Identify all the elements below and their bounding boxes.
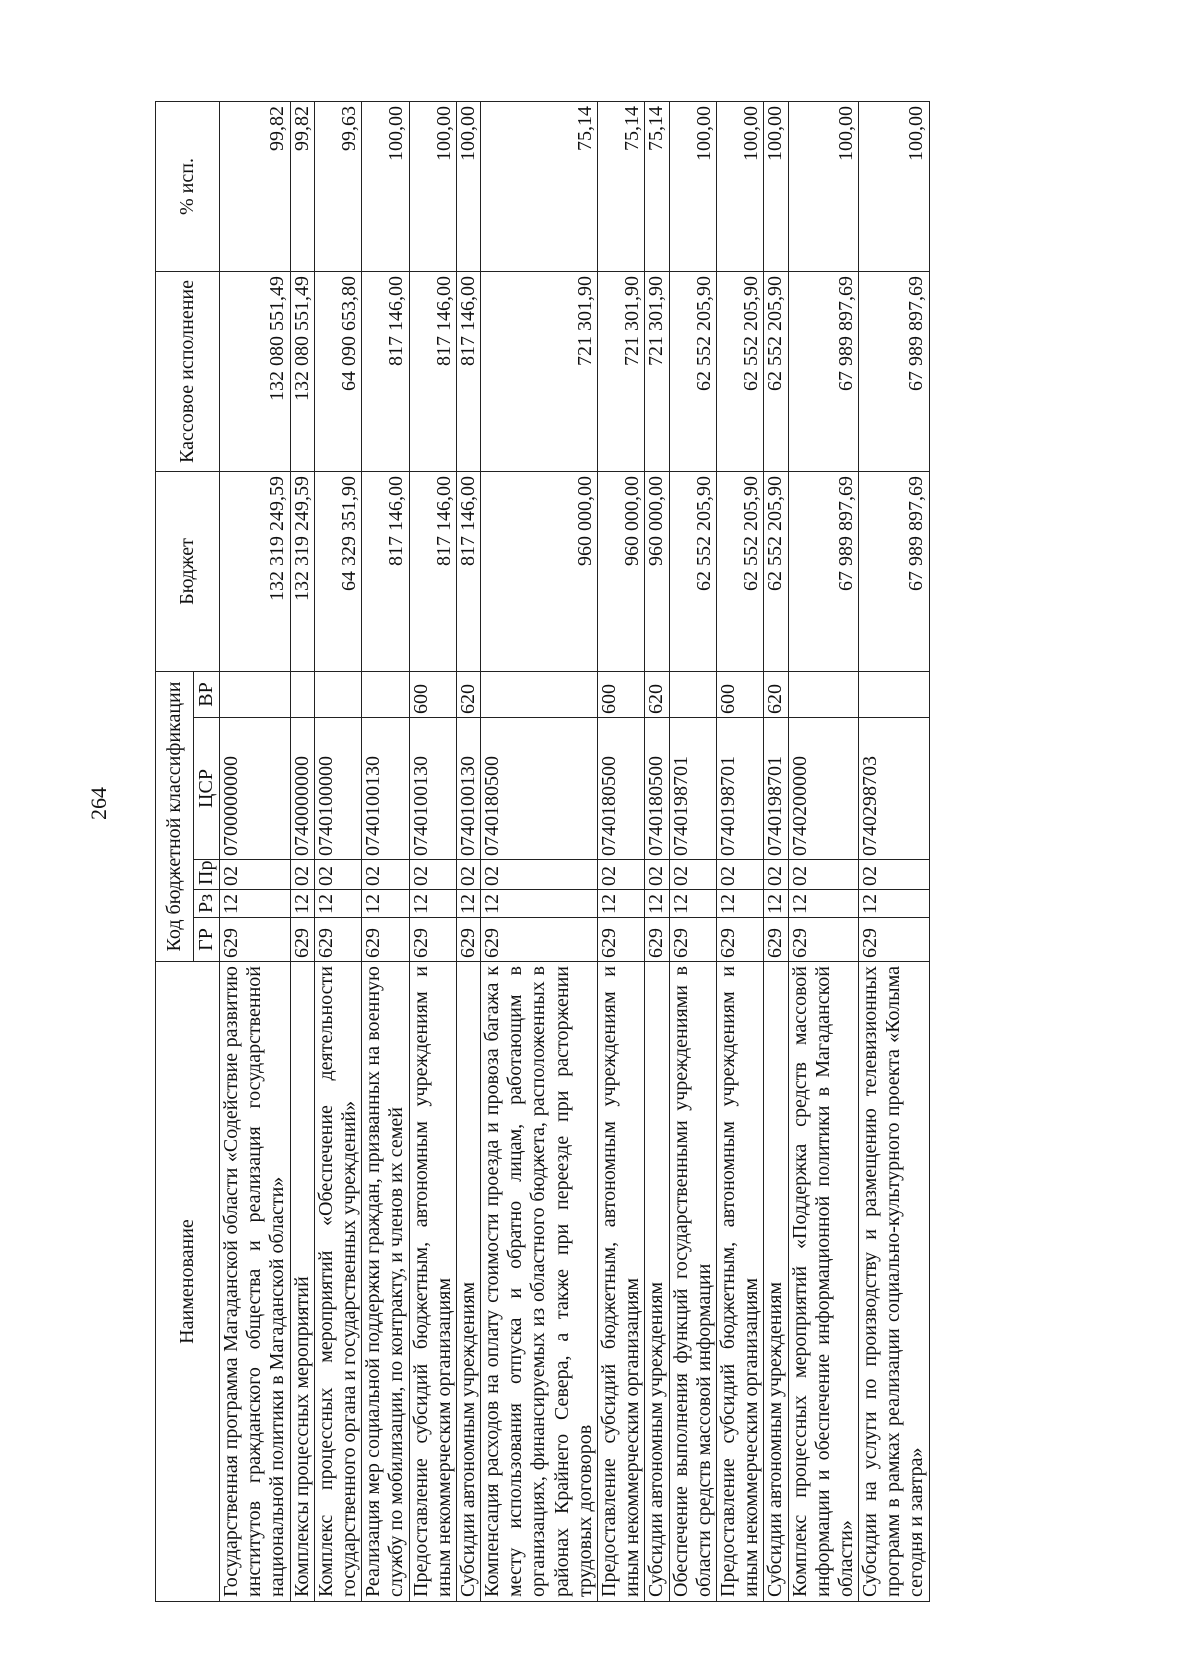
cell-cash: 62 552 205,90 — [716, 272, 763, 472]
cell-pct: 99,82 — [220, 102, 291, 272]
cell-csr: 0740100130 — [456, 718, 480, 860]
table-row — [409, 102, 456, 1602]
table-body — [220, 102, 930, 1602]
cell-gr: 629 — [290, 918, 314, 962]
header-rz: Рз — [194, 890, 220, 918]
cell-vr — [481, 672, 598, 718]
header-csr: ЦСР — [194, 718, 220, 860]
cell-budget: 67 989 897,69 — [859, 472, 930, 672]
table-row — [764, 102, 788, 1602]
header-code-group: Код бюджетной классификации — [156, 672, 194, 962]
cell-budget: 132 319 249,59 — [220, 472, 291, 672]
header-cash: Кассовое исполнение — [156, 272, 220, 472]
cell-csr: 0740100000 — [314, 718, 361, 860]
cell-cash: 132 080 551,49 — [220, 272, 291, 472]
cell-pct: 100,00 — [764, 102, 788, 272]
cell-pr: 02 — [481, 860, 598, 890]
cell-gr: 629 — [859, 918, 930, 962]
cell-pr: 02 — [859, 860, 930, 890]
cell-cash: 67 989 897,69 — [859, 272, 930, 472]
cell-cash: 817 146,00 — [409, 272, 456, 472]
table-row — [314, 102, 361, 1602]
cell-pr: 02 — [362, 860, 409, 890]
page-number: 264 — [86, 787, 111, 820]
cell-gr: 629 — [314, 918, 361, 962]
cell-name: Субсидии автономным учреждениям — [645, 962, 669, 1602]
cell-rz: 12 — [481, 890, 598, 918]
cell-vr: 620 — [456, 672, 480, 718]
cell-pct: 100,00 — [456, 102, 480, 272]
cell-name: Предоставление субсидий бюджетным, автономным учреждениям и иным некоммерческим организациям — [409, 962, 456, 1602]
cell-rz: 12 — [456, 890, 480, 918]
cell-rz: 12 — [362, 890, 409, 918]
cell-vr — [859, 672, 930, 718]
cell-gr: 629 — [409, 918, 456, 962]
cell-rz: 12 — [314, 890, 361, 918]
cell-pct: 100,00 — [409, 102, 456, 272]
header-row-1 — [156, 102, 194, 1602]
cell-csr: 0740298703 — [859, 718, 930, 860]
cell-gr: 629 — [716, 918, 763, 962]
cell-name: Комплекс процессных мероприятий «Поддержка средств массовой информации и обеспечение информационной политики в Магаданской области» — [788, 962, 859, 1602]
cell-gr: 629 — [220, 918, 291, 962]
cell-gr: 629 — [669, 918, 716, 962]
cell-name: Предоставление субсидий бюджетным, автономным учреждениям и иным некоммерческим организациям — [598, 962, 645, 1602]
cell-cash: 817 146,00 — [456, 272, 480, 472]
table-row — [859, 102, 930, 1602]
cell-budget: 64 329 351,90 — [314, 472, 361, 672]
cell-name: Обеспечение выполнения функций государственными учреждениями в области средств массовой информации — [669, 962, 716, 1602]
cell-budget: 960 000,00 — [645, 472, 669, 672]
cell-pr: 02 — [764, 860, 788, 890]
cell-cash: 721 301,90 — [481, 272, 598, 472]
cell-budget: 960 000,00 — [598, 472, 645, 672]
header-gr: ГР — [194, 918, 220, 962]
cell-pct: 75,14 — [645, 102, 669, 272]
header-pct: % исп. — [156, 102, 220, 272]
cell-rz: 12 — [220, 890, 291, 918]
table-row — [290, 102, 314, 1602]
cell-pct: 75,14 — [481, 102, 598, 272]
cell-pct: 100,00 — [669, 102, 716, 272]
cell-gr: 629 — [362, 918, 409, 962]
cell-budget: 62 552 205,90 — [669, 472, 716, 672]
table-row — [220, 102, 291, 1602]
cell-vr: 600 — [716, 672, 763, 718]
cell-budget: 817 146,00 — [362, 472, 409, 672]
header-pr: Пр — [194, 860, 220, 890]
cell-pct: 100,00 — [859, 102, 930, 272]
cell-vr: 600 — [598, 672, 645, 718]
cell-gr: 629 — [481, 918, 598, 962]
cell-csr: 0740180500 — [598, 718, 645, 860]
cell-rz: 12 — [409, 890, 456, 918]
table-row — [788, 102, 859, 1602]
header-budget: Бюджет — [156, 472, 220, 672]
cell-pr: 02 — [645, 860, 669, 890]
header-name: Наименование — [156, 962, 220, 1602]
cell-vr — [788, 672, 859, 718]
cell-cash: 62 552 205,90 — [764, 272, 788, 472]
cell-cash: 132 080 551,49 — [290, 272, 314, 472]
cell-budget: 817 146,00 — [409, 472, 456, 672]
cell-csr: 0740100130 — [362, 718, 409, 860]
cell-vr: 600 — [409, 672, 456, 718]
table-row — [716, 102, 763, 1602]
cell-gr: 629 — [645, 918, 669, 962]
cell-vr: 620 — [645, 672, 669, 718]
cell-csr: 0700000000 — [220, 718, 291, 860]
header-vr: ВР — [194, 672, 220, 718]
table-row — [456, 102, 480, 1602]
cell-name: Реализация мер социальной поддержки граждан, призванных на военную службу по мобилизации, по контракту, и членов их семей — [362, 962, 409, 1602]
cell-gr: 629 — [598, 918, 645, 962]
cell-pct: 99,63 — [314, 102, 361, 272]
cell-name: Субсидии автономным учреждениям — [456, 962, 480, 1602]
table-row — [645, 102, 669, 1602]
table-row — [598, 102, 645, 1602]
cell-rz: 12 — [716, 890, 763, 918]
cell-name: Компенсация расходов на оплату стоимости проезда и провоза багажа к месту использования отпуска и обратно лицам, работающим в организациях, финансируемых из областного бюджета, расположенных в районах Крайнего Севера, а также при переезде при расторжении трудовых договоров — [481, 962, 598, 1602]
cell-vr — [669, 672, 716, 718]
cell-csr: 0740198701 — [764, 718, 788, 860]
cell-rz: 12 — [290, 890, 314, 918]
cell-csr: 0740100130 — [409, 718, 456, 860]
cell-vr — [314, 672, 361, 718]
cell-cash: 64 090 653,80 — [314, 272, 361, 472]
cell-budget: 62 552 205,90 — [764, 472, 788, 672]
table-row — [669, 102, 716, 1602]
cell-csr: 0740180500 — [645, 718, 669, 860]
cell-pr: 02 — [456, 860, 480, 890]
cell-name: Предоставление субсидий бюджетным, автономным учреждениям и иным некоммерческим организациям — [716, 962, 763, 1602]
cell-pr: 02 — [220, 860, 291, 890]
cell-budget: 67 989 897,69 — [788, 472, 859, 672]
cell-vr — [290, 672, 314, 718]
cell-rz: 12 — [645, 890, 669, 918]
cell-pr: 02 — [314, 860, 361, 890]
cell-csr: 0740200000 — [788, 718, 859, 860]
cell-pr: 02 — [716, 860, 763, 890]
cell-pct: 100,00 — [716, 102, 763, 272]
rotated-table-container — [155, 102, 1075, 1602]
budget-table — [155, 101, 930, 1602]
table-row — [481, 102, 598, 1602]
cell-rz: 12 — [764, 890, 788, 918]
cell-pr: 02 — [598, 860, 645, 890]
cell-rz: 12 — [859, 890, 930, 918]
cell-cash: 721 301,90 — [598, 272, 645, 472]
cell-name: Субсидии на услуги по производству и размещению телевизионных программ в рамках реализации социально-культурного проекта «Колыма сегодня и завтра» — [859, 962, 930, 1602]
cell-pct: 75,14 — [598, 102, 645, 272]
cell-rz: 12 — [598, 890, 645, 918]
cell-pr: 02 — [290, 860, 314, 890]
cell-pct: 99,82 — [290, 102, 314, 272]
cell-gr: 629 — [456, 918, 480, 962]
cell-budget: 960 000,00 — [481, 472, 598, 672]
cell-cash: 62 552 205,90 — [669, 272, 716, 472]
cell-vr — [362, 672, 409, 718]
cell-name: Комплекс процессных мероприятий «Обеспечение деятельности государственного органа и государственных учреждений» — [314, 962, 361, 1602]
cell-pr: 02 — [669, 860, 716, 890]
cell-rz: 12 — [788, 890, 859, 918]
cell-vr: 620 — [764, 672, 788, 718]
cell-csr: 0740000000 — [290, 718, 314, 860]
cell-csr: 0740180500 — [481, 718, 598, 860]
cell-cash: 721 301,90 — [645, 272, 669, 472]
table-row — [362, 102, 409, 1602]
cell-pct: 100,00 — [362, 102, 409, 272]
cell-budget: 62 552 205,90 — [716, 472, 763, 672]
cell-name: Государственная программа Магаданской области «Содействие развитию институтов гражданского общества и реализация государственной национальной политики в Магаданской области» — [220, 962, 291, 1602]
cell-name: Комплексы процессных мероприятий — [290, 962, 314, 1602]
cell-cash: 817 146,00 — [362, 272, 409, 472]
cell-vr — [220, 672, 291, 718]
cell-csr: 0740198701 — [669, 718, 716, 860]
cell-budget: 817 146,00 — [456, 472, 480, 672]
cell-rz: 12 — [669, 890, 716, 918]
cell-name: Субсидии автономным учреждениям — [764, 962, 788, 1602]
cell-pr: 02 — [788, 860, 859, 890]
cell-budget: 132 319 249,59 — [290, 472, 314, 672]
cell-pct: 100,00 — [788, 102, 859, 272]
cell-gr: 629 — [788, 918, 859, 962]
cell-gr: 629 — [764, 918, 788, 962]
cell-cash: 67 989 897,69 — [788, 272, 859, 472]
cell-csr: 0740198701 — [716, 718, 763, 860]
cell-pr: 02 — [409, 860, 456, 890]
